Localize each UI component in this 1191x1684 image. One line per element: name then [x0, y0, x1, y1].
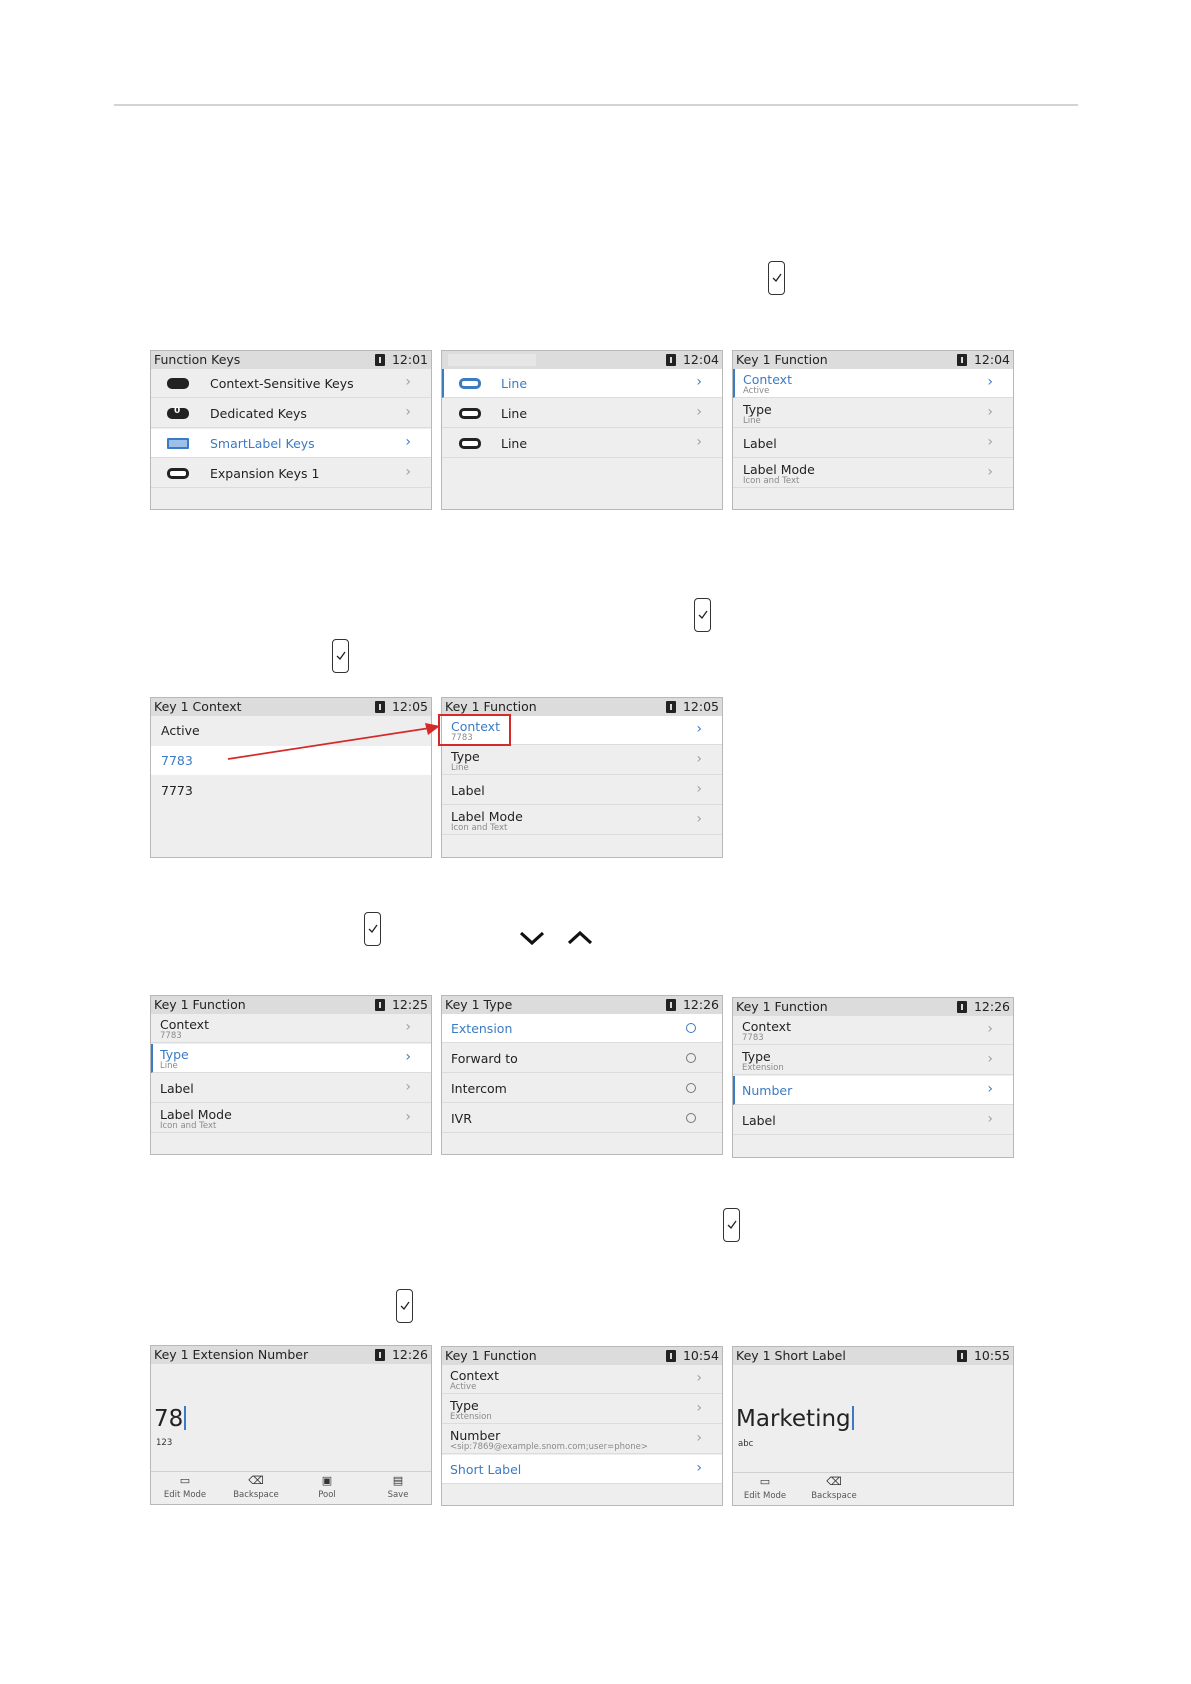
battery-icon [375, 1349, 385, 1361]
screen-title-placeholder [448, 354, 536, 366]
menu-item-label: 7773 [161, 783, 193, 798]
menu-item-label: SmartLabel Keys [210, 436, 315, 451]
highlight-box [438, 714, 511, 746]
line-key-icon [459, 408, 481, 419]
radio-button-icon [686, 1023, 696, 1033]
softkey-pool[interactable] [298, 1474, 356, 1500]
clock: 12:04 [973, 352, 1010, 367]
menu-item-label: Label [451, 783, 485, 798]
screen-title: Key 1 Function [445, 699, 537, 714]
menu-item-label: Number [742, 1083, 793, 1098]
menu-item-label: Expansion Keys 1 [210, 466, 320, 481]
menu-item-label-setting[interactable] [151, 1074, 431, 1103]
phone-screen-line-keys [441, 350, 723, 510]
entered-text: Marketing [736, 1406, 851, 1432]
battery-icon [957, 1001, 967, 1013]
menu-item-value: 7783 [451, 733, 473, 743]
menu-item-label: Context [451, 719, 500, 734]
softkey-edit-mode[interactable] [736, 1475, 794, 1501]
menu-item-label: Number [450, 1428, 501, 1443]
chevron-right-icon: › [696, 811, 702, 827]
menu-item-label-setting[interactable] [733, 1106, 1013, 1135]
menu-item-type[interactable] [442, 746, 722, 775]
menu-item-label: Type [160, 1047, 189, 1062]
menu-item-dedicated-keys[interactable] [151, 399, 431, 428]
screen-title: Key 1 Function [736, 999, 828, 1014]
key-outline-icon [167, 468, 189, 479]
phone-screen-short-label [732, 1346, 1014, 1506]
clock: 12:04 [682, 352, 719, 367]
chevron-right-icon: › [987, 1111, 993, 1127]
menu-item-line[interactable] [442, 369, 722, 398]
chevron-right-icon: › [987, 1081, 993, 1097]
softkey-backspace[interactable] [227, 1474, 285, 1500]
menu-item-value: Extension [450, 1412, 492, 1422]
key-filled-icon [167, 378, 189, 389]
menu-item-type[interactable] [733, 1046, 1013, 1075]
menu-item-value: 7783 [160, 1031, 182, 1041]
menu-item-label-mode[interactable] [733, 459, 1013, 488]
save-icon: ▤ [392, 1474, 404, 1487]
screen-title: Key 1 Context [154, 699, 242, 714]
clock: 12:05 [682, 699, 719, 714]
menu-item-label: Line [501, 376, 528, 391]
chevron-right-icon: › [405, 1109, 411, 1125]
ok-key-icon [694, 598, 711, 632]
chevron-right-icon: › [405, 1019, 411, 1035]
menu-item-value: Icon and Text [451, 823, 508, 833]
battery-icon [375, 354, 385, 366]
chevron-right-icon: › [696, 1460, 702, 1476]
edit-mode-icon: ▭ [179, 1474, 191, 1487]
radio-button-icon [686, 1083, 696, 1093]
phone-screen-extension-number [150, 1345, 432, 1505]
screen-title: Key 1 Short Label [736, 1348, 846, 1363]
chevron-right-icon: › [987, 464, 993, 480]
option-label: Forward to [451, 1051, 518, 1066]
status-bar [151, 996, 431, 1014]
phone-screen-key1-function [732, 997, 1014, 1158]
menu-item-7773[interactable] [151, 776, 431, 805]
clock: 10:55 [973, 1348, 1010, 1363]
chevron-down-icon [518, 929, 546, 947]
chevron-right-icon: › [987, 1021, 993, 1037]
chevron-right-icon: › [405, 374, 411, 390]
softkey-label: Backspace [811, 1491, 857, 1501]
menu-item-label: Context [743, 372, 792, 387]
edit-mode-icon: ▭ [759, 1475, 771, 1488]
menu-item-type[interactable] [733, 399, 1013, 428]
clock: 12:05 [391, 699, 428, 714]
battery-icon [375, 999, 385, 1011]
menu-item-value: Line [743, 416, 761, 426]
menu-item-value: Extension [742, 1063, 784, 1073]
menu-item-label: Short Label [450, 1462, 522, 1477]
menu-item-label: Dedicated Keys [210, 406, 307, 421]
menu-item-label: Label Mode [160, 1107, 232, 1122]
screen-title: Key 1 Function [154, 997, 246, 1012]
option-ivr[interactable] [442, 1104, 722, 1133]
screen-title: Key 1 Type [445, 997, 513, 1012]
option-extension[interactable] [442, 1014, 722, 1043]
line-key-icon [459, 438, 481, 449]
status-bar [733, 998, 1013, 1016]
chevron-right-icon: › [696, 751, 702, 767]
menu-item-label: Context [742, 1019, 791, 1034]
ok-key-icon [332, 639, 349, 673]
chevron-right-icon: › [405, 1049, 411, 1065]
option-label: IVR [451, 1111, 472, 1126]
status-bar [733, 1347, 1013, 1365]
ok-key-icon [396, 1289, 413, 1323]
menu-item-label: Context [450, 1368, 499, 1383]
smartlabel-key-icon [167, 438, 189, 449]
menu-item-label: Line [501, 406, 528, 421]
chevron-right-icon: › [696, 1400, 702, 1416]
chevron-right-icon: › [987, 374, 993, 390]
softkey-edit-mode[interactable] [156, 1474, 214, 1500]
header-rule [114, 104, 1078, 106]
chevron-right-icon: › [696, 404, 702, 420]
chevron-right-icon: › [987, 404, 993, 420]
menu-item-smartlabel-keys[interactable] [151, 429, 431, 458]
ok-key-icon [723, 1208, 740, 1242]
status-bar [151, 698, 431, 716]
screen-title: Function Keys [154, 352, 241, 367]
status-bar [442, 1347, 722, 1365]
menu-item-context[interactable] [151, 1014, 431, 1043]
menu-item-label: Active [161, 723, 200, 738]
status-bar [151, 1346, 431, 1364]
status-bar [733, 351, 1013, 369]
clock: 10:54 [682, 1348, 719, 1363]
menu-item-short-label[interactable] [442, 1455, 722, 1484]
radio-button-icon [686, 1113, 696, 1123]
softkey-label: Edit Mode [163, 1490, 207, 1500]
input-mode-indicator: abc [738, 1439, 754, 1449]
option-label: Intercom [451, 1081, 507, 1096]
menu-item-context[interactable] [733, 369, 1013, 398]
option-intercom[interactable] [442, 1074, 722, 1103]
menu-item-label: 7783 [161, 753, 193, 768]
backspace-icon: ⌫ [248, 1474, 264, 1487]
line-key-icon [459, 378, 481, 389]
text-entry-field[interactable] [736, 1406, 854, 1432]
battery-icon [957, 354, 967, 366]
menu-item-label: Type [742, 1049, 771, 1064]
text-cursor [852, 1406, 854, 1430]
softkey-label: Save [387, 1490, 409, 1500]
battery-icon [666, 1350, 676, 1362]
chevron-right-icon: › [696, 1370, 702, 1386]
menu-item-expansion-keys[interactable] [151, 459, 431, 488]
menu-item-type[interactable] [151, 1044, 431, 1073]
battery-icon [666, 354, 676, 366]
menu-item-label: Label [742, 1113, 776, 1128]
text-cursor [184, 1406, 186, 1430]
menu-item-label-setting[interactable] [733, 429, 1013, 458]
pool-icon: ▣ [321, 1474, 333, 1487]
chevron-right-icon: › [405, 434, 411, 450]
softkey-backspace[interactable] [805, 1475, 863, 1501]
status-bar [151, 351, 431, 369]
chevron-right-icon: › [405, 1079, 411, 1095]
menu-item-label: Context [160, 1017, 209, 1032]
battery-icon [666, 701, 676, 713]
menu-item-label: Line [501, 436, 528, 451]
menu-item-value: 7783 [742, 1033, 764, 1043]
screen-title: Key 1 Function [445, 1348, 537, 1363]
menu-item-label: Label Mode [451, 809, 523, 824]
clock: 12:01 [391, 352, 428, 367]
chevron-right-icon: › [696, 721, 702, 737]
chevron-right-icon: › [987, 1051, 993, 1067]
chevron-right-icon: › [696, 1430, 702, 1446]
input-mode-indicator: 123 [156, 1438, 173, 1448]
softkey-bar [151, 1471, 431, 1504]
softkey-save[interactable] [369, 1474, 427, 1500]
menu-item-value: Line [451, 763, 469, 773]
menu-item-number[interactable] [442, 1425, 722, 1454]
clock: 12:26 [391, 1347, 428, 1362]
menu-item-context[interactable] [733, 1016, 1013, 1045]
menu-item-line[interactable] [442, 399, 722, 428]
menu-item-value: <sip:7869@example.snom.com;user=phone> [450, 1442, 648, 1452]
softkey-bar [733, 1472, 1013, 1505]
menu-item-line[interactable] [442, 429, 722, 458]
chevron-up-icon [566, 929, 594, 947]
ok-key-icon [364, 912, 381, 946]
menu-item-value: Icon and Text [743, 476, 800, 486]
chevron-right-icon: › [987, 434, 993, 450]
battery-icon [957, 1350, 967, 1362]
menu-item-label: Type [450, 1398, 479, 1413]
battery-icon [666, 999, 676, 1011]
phone-screen-key1-function [150, 995, 432, 1155]
chevron-right-icon: › [696, 374, 702, 390]
status-bar [442, 351, 722, 369]
clock: 12:26 [682, 997, 719, 1012]
option-label: Extension [451, 1021, 513, 1036]
menu-item-value: Line [160, 1061, 178, 1071]
backspace-icon: ⌫ [826, 1475, 842, 1488]
softkey-label: Pool [318, 1490, 336, 1500]
phone-screen-function-keys [150, 350, 432, 510]
screen-title: Key 1 Function [736, 352, 828, 367]
radio-button-icon [686, 1053, 696, 1063]
annotation-arrow [220, 718, 445, 763]
softkey-label: Backspace [233, 1490, 279, 1500]
clock: 12:26 [973, 999, 1010, 1014]
menu-item-value: Icon and Text [160, 1121, 217, 1131]
screen-title: Key 1 Extension Number [154, 1347, 309, 1362]
softkey-label: Edit Mode [743, 1491, 787, 1501]
menu-item-label-setting[interactable] [442, 776, 722, 805]
status-bar [442, 996, 722, 1014]
menu-item-type[interactable] [442, 1395, 722, 1424]
chevron-right-icon: › [696, 781, 702, 797]
menu-item-context-sensitive-keys[interactable] [151, 369, 431, 398]
menu-item-label: Type [451, 749, 480, 764]
menu-item-label: Label [743, 436, 777, 451]
phone-screen-key1-type [441, 995, 723, 1155]
chevron-right-icon: › [405, 464, 411, 480]
entered-number: 78 [154, 1406, 184, 1432]
menu-item-value: Active [743, 386, 770, 396]
menu-item-context[interactable] [442, 1365, 722, 1394]
dedicated-key-icon [167, 408, 189, 419]
menu-item-label: Type [743, 402, 772, 417]
ok-key-icon [768, 261, 785, 295]
menu-item-label: Label Mode [743, 462, 815, 477]
menu-item-label-mode[interactable] [151, 1104, 431, 1133]
menu-item-label: Label [160, 1081, 194, 1096]
chevron-right-icon: › [405, 404, 411, 420]
phone-screen-key1-function [732, 350, 1014, 510]
clock: 12:25 [391, 997, 428, 1012]
menu-item-number[interactable] [733, 1076, 1013, 1105]
battery-icon [375, 701, 385, 713]
menu-item-label-mode[interactable] [442, 806, 722, 835]
phone-screen-key1-function [441, 1346, 723, 1506]
menu-item-label: Context-Sensitive Keys [210, 376, 354, 391]
chevron-right-icon: › [696, 434, 702, 450]
option-forward-to[interactable] [442, 1044, 722, 1073]
menu-item-value: Active [450, 1382, 477, 1392]
number-entry-field[interactable] [154, 1406, 186, 1432]
